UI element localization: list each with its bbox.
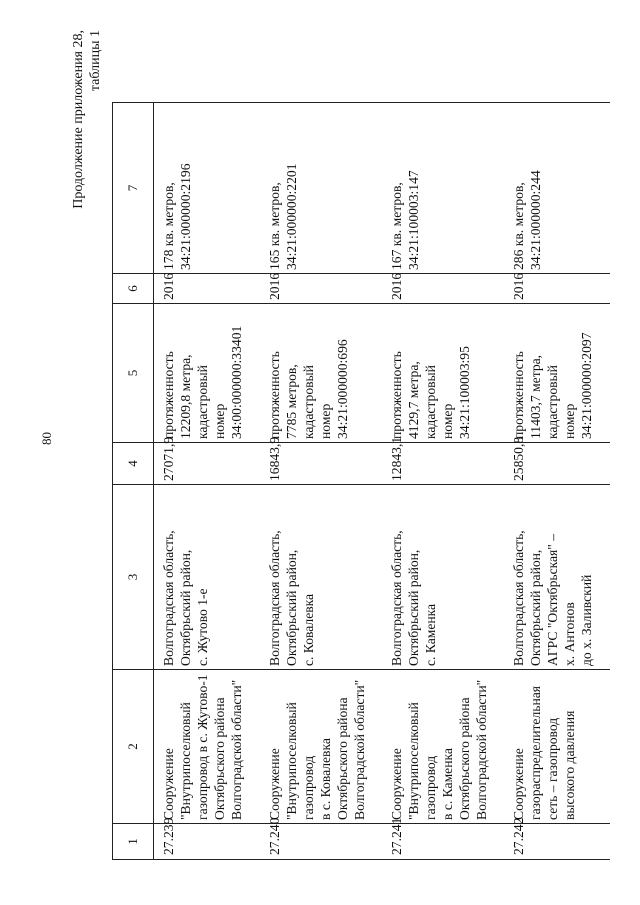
object-value: 16843,9 (260, 443, 382, 485)
object-name: Сооружение газораспределительная сеть – газопровод высокого давления (504, 670, 610, 824)
object-year: 2016 (382, 274, 504, 304)
object-location: Волгоградская область, Октябрьский район, АГРС "Октябрьская" – х. Антонов до х. Заливский (504, 485, 610, 670)
object-value: 25850,8 (504, 443, 610, 485)
table-row (504, 103, 610, 860)
continuation-line: таблицы 1 (88, 30, 103, 92)
continuation-note (70, 30, 104, 230)
row-number: 27.240 (260, 824, 382, 860)
row-number: 27.239 (154, 824, 261, 860)
row-number: 27.241 (382, 824, 504, 860)
object-specs: протяженность 11403,7 метра, кадастровый номер 34:21:000000:2097 (504, 304, 610, 443)
column-header: 7 (113, 103, 154, 274)
column-header: 5 (113, 304, 154, 443)
row-number: 27.242 (504, 824, 610, 860)
object-year: 2016 (260, 274, 382, 304)
object-location: Волгоградская область, Октябрьский район, с. Ковалевка (260, 485, 382, 670)
object-specs: протяженность 7785 метров, кадастровый номер 34:21:000000:696 (260, 304, 382, 443)
object-specs: протяженность 12209,8 метра, кадастровый номер 34:00:000000:33401 (154, 304, 261, 443)
object-specs: протяженность 4129,7 метра, кадастровый номер 34:21:100003:95 (382, 304, 504, 443)
column-header: 4 (113, 443, 154, 485)
property-table (112, 102, 610, 860)
object-value: 27071,9 (154, 443, 261, 485)
continuation-line: Продолжение приложения 28, (71, 30, 86, 209)
land-cadastral: 286 кв. метров, 34:21:000000:244 (504, 103, 610, 274)
object-year: 2016 (504, 274, 610, 304)
column-header: 2 (113, 670, 154, 824)
object-name: Сооружение "Внутрипоселковый газопровод в с. Каменка Октябрьского района Волгоградской области" (382, 670, 504, 824)
object-location: Волгоградская область, Октябрьский район, с. Жутово 1-е (154, 485, 261, 670)
page-number: 80 (39, 432, 54, 445)
table-row (260, 103, 382, 860)
object-year: 2016 (154, 274, 261, 304)
table-header-row (113, 103, 154, 860)
column-header: 3 (113, 485, 154, 670)
object-name: Сооружение "Внутрипоселковый газопровод в с. Жутово-1 Октябрьского района Волгоградской области" (154, 670, 261, 824)
table-row (154, 103, 261, 860)
land-cadastral: 178 кв. метров, 34:21:000000:2196 (154, 103, 261, 274)
land-cadastral: 165 кв. метров, 34:21:000000:2201 (260, 103, 382, 274)
table-row (382, 103, 504, 860)
object-value: 12843,1 (382, 443, 504, 485)
object-location: Волгоградская область, Октябрьский район, с. Каменка (382, 485, 504, 670)
column-header: 6 (113, 274, 154, 304)
column-header: 1 (113, 824, 154, 860)
rotated-page-content (0, 20, 640, 880)
object-name: Сооружение "Внутрипоселковый газопровод в с. Ковалевка Октябрьского района Волгоградской области" (260, 670, 382, 824)
land-cadastral: 167 кв. метров, 34:21:100003:147 (382, 103, 504, 274)
